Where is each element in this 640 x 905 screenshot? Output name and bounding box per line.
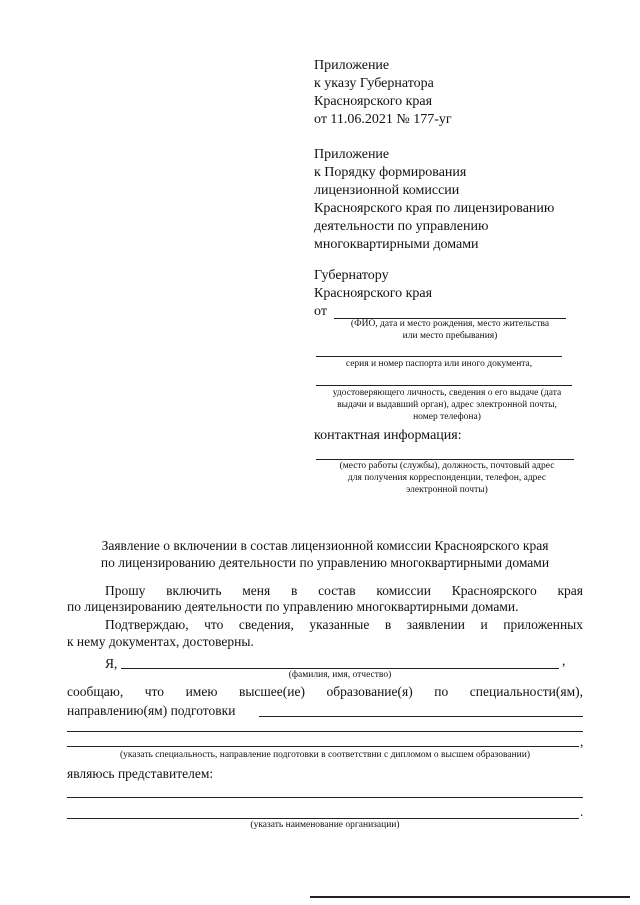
document-title: Заявление о включении в состав лицензионной комиссии Красноярского края: [101, 538, 549, 553]
contact-hint: для получения корреспонденции, телефон, адрес: [347, 473, 547, 483]
name-hint: (фамилия, имя, отчество): [288, 670, 392, 680]
passport-hint: выдачи и выдавший орган), адрес электронной почты,: [337, 400, 557, 410]
scan-edge-line: [310, 896, 630, 898]
comma: ,: [562, 653, 566, 668]
comma: ,: [580, 734, 584, 749]
appendix-ref-line: многоквартирными домами: [314, 237, 479, 252]
passport-hint: серия и номер паспорта или иного документа,: [345, 359, 533, 369]
representative-label: являюсь представителем:: [67, 766, 214, 781]
period: .: [580, 804, 584, 819]
fio-hint: (ФИО, дата и место рождения, место жительства: [350, 319, 550, 329]
passport-field-line[interactable]: [316, 356, 562, 357]
addressee-title: Губернатору: [314, 268, 389, 283]
contact-field-line[interactable]: [316, 459, 574, 460]
confirm-paragraph: Подтверждаю, что сведения, указанные в заявлении и приложенных: [105, 617, 583, 632]
passport-hint: номер телефона): [413, 412, 481, 422]
appendix-label: Приложение: [314, 147, 390, 162]
ya-label: Я,: [105, 656, 118, 671]
appendix-ref-line: Красноярского края по лицензированию: [314, 201, 555, 216]
appendix-ref-line: Красноярского края: [314, 94, 433, 109]
fio-hint: или место пребывания): [402, 331, 498, 341]
confirm-paragraph: к нему документах, достоверны.: [67, 634, 254, 649]
education-paragraph: направлению(ям) подготовки: [67, 703, 236, 718]
passport-hint: удостоверяющего личность, сведения о его выдаче (дата: [332, 388, 562, 398]
passport-field-line[interactable]: [316, 385, 572, 386]
organization-field-line[interactable]: [67, 818, 579, 819]
from-label: от: [314, 304, 327, 319]
appendix-label: Приложение: [314, 58, 390, 73]
organization-hint: (указать наименование организации): [250, 820, 400, 830]
appendix-ref-line: к Порядку формирования: [314, 165, 467, 180]
contact-hint: (место работы (службы), должность, почтовый адрес: [339, 461, 555, 471]
specialty-hint: (указать специальность, направление подготовки в соответствии с дипломом о высшем образовании): [120, 750, 530, 760]
appendix-ref-line: деятельности по управлению: [314, 219, 489, 234]
document-title: по лицензированию деятельности по управлению многоквартирными домами: [100, 555, 550, 570]
contact-hint: электронной почты): [406, 485, 488, 495]
organization-field-line[interactable]: [67, 797, 583, 798]
appendix-ref-line: лицензионной комиссии: [314, 183, 460, 198]
contact-info-label: контактная информация:: [314, 428, 462, 443]
specialty-field-line[interactable]: [259, 716, 583, 717]
request-paragraph: по лицензированию деятельности по управлению многоквартирными домами.: [67, 599, 519, 614]
specialty-field-line[interactable]: [67, 731, 583, 732]
education-paragraph: сообщаю, что имею высшее(ие) образование(я) по специальности(ям),: [67, 684, 583, 699]
addressee-region: Красноярского края: [314, 286, 433, 301]
specialty-field-line[interactable]: [67, 746, 579, 747]
name-field-line[interactable]: [121, 668, 559, 669]
request-paragraph: Прошу включить меня в состав комиссии Красноярского края: [105, 583, 583, 598]
appendix-date-number: от 11.06.2021 № 177-уг: [314, 112, 452, 127]
appendix-ref-line: к указу Губернатора: [314, 76, 434, 91]
